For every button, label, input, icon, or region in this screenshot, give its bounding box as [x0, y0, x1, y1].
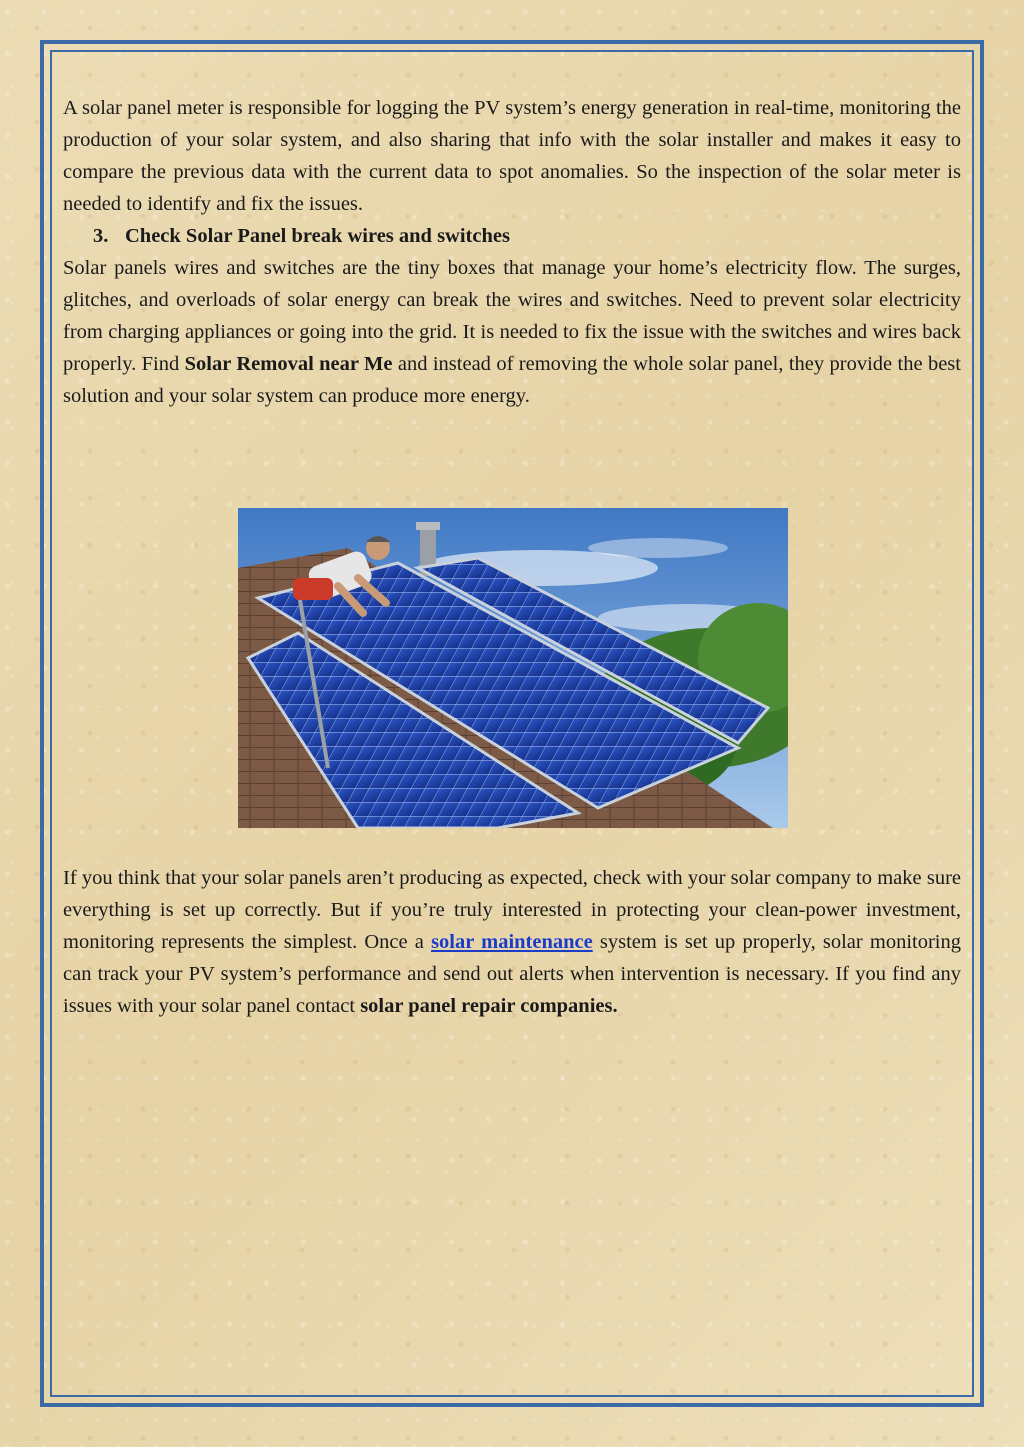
paragraph2-text-2: and instead of removing the whole solar panel, they provide the best solution and your solar system can produce more energy.	[63, 353, 961, 407]
paragraph2-text-1: Solar panels wires and switches are the tiny boxes that manage your home’s electricity flow. The surges, glitches, and overloads of solar energy can break the wires and switches. Need to prevent solar electricity from charging appliances or going into the grid. It is needed to fix the issue with the switches and wires back properly. Find	[63, 257, 961, 375]
paragraph-solar-meter: A solar panel meter is responsible for logging the PV system’s energy generation in real-time, monitoring the production of your solar system, and also sharing that info with the solar installer and makes it easy to compare the previous data with the current data to spot anomalies. So the inspection of the solar meter is needed to identify and fix the issues.	[63, 97, 961, 215]
content-bottom	[63, 862, 961, 1022]
solar-removal-bold: Solar Removal near Me	[184, 353, 393, 375]
paragraph-monitoring	[63, 862, 961, 1022]
solar-installer-photo	[238, 508, 788, 828]
heading-text: Check Solar Panel break wires and switches	[125, 225, 510, 247]
repair-companies-bold: solar panel repair companies.	[360, 995, 618, 1017]
paragraph3-text-1: If you think that your solar panels aren’t producing as expected, check with your solar company to make sure everything is set up correctly. But if you’re truly interested in protecting your clean-power investment, monitoring represents the simplest. Once a	[63, 867, 961, 953]
section-heading	[63, 220, 961, 252]
content-top	[63, 92, 961, 412]
solar-maintenance-link[interactable]: solar maintenance	[431, 931, 593, 953]
heading-number: 3.	[93, 225, 109, 247]
paragraph3-text-2: system is set up properly, solar monitoring can track your PV system’s performance and send out alerts when intervention is necessary. If you find any issues with your solar panel contact	[63, 931, 961, 1017]
paragraph-wires-switches	[63, 252, 961, 412]
